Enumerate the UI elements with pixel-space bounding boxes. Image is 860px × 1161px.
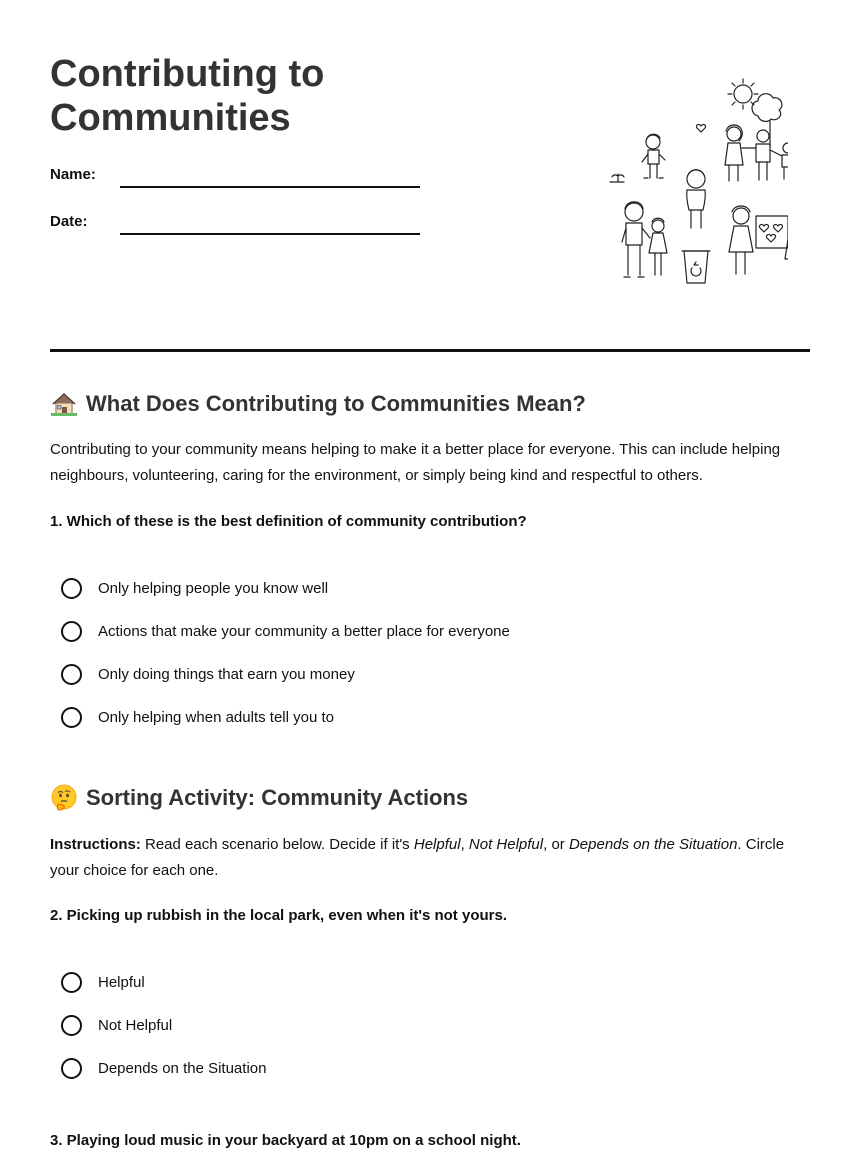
option-label: Only helping when adults tell you to <box>98 709 334 726</box>
question-3: 3. Playing loud music in your backyard at 10pm on a school night. <box>50 1132 521 1149</box>
page-title: Contributing to Communities <box>50 53 325 139</box>
house-with-garden-icon <box>50 389 78 417</box>
instructions-text-1: Read each scenario below. Decide if it's <box>140 836 414 853</box>
question-1-options <box>50 567 810 739</box>
community-helpers-illustration <box>558 76 788 291</box>
radio-circle[interactable] <box>61 578 82 599</box>
option-label: Only helping people you know well <box>98 580 329 597</box>
radio-circle[interactable] <box>61 621 82 642</box>
option-item[interactable] <box>50 567 810 610</box>
name-write-line[interactable] <box>120 186 420 188</box>
option-label: Only doing things that earn you money <box>98 666 355 683</box>
option-label: Helpful <box>98 974 145 991</box>
worksheet-header <box>50 0 810 352</box>
option-item[interactable] <box>50 653 810 696</box>
thinking-face-icon <box>50 783 78 811</box>
name-label: Name: <box>50 166 96 183</box>
option-label: Not Helpful <box>98 1017 173 1034</box>
radio-circle[interactable] <box>61 707 82 728</box>
instructions-paragraph <box>50 832 810 884</box>
section1-paragraph: Contributing to your community means helping to make it a better place for everyone. This can include helping neighbours, volunteering, caring for the environment, or simply being kind and respectful to others. <box>50 441 781 484</box>
date-field[interactable] <box>50 211 420 235</box>
date-label: Date: <box>50 213 88 230</box>
option-label: Actions that make your community a better place for everyone <box>98 623 510 640</box>
instructions-text-2: , <box>460 836 469 853</box>
choice-depends-em: Depends on the Situation <box>568 836 738 853</box>
section1-heading-text: What Does Contributing to Communities Mean? <box>86 391 586 416</box>
name-field[interactable] <box>50 164 420 188</box>
choice-helpful-em: Helpful <box>413 836 461 853</box>
question-2-options <box>50 961 810 1090</box>
choice-not-helpful-em: Not Helpful <box>468 836 544 853</box>
instructions-text-4: . Circle your choice for each one. <box>50 836 785 879</box>
radio-circle[interactable] <box>61 1015 82 1036</box>
option-item[interactable] <box>50 1047 810 1090</box>
date-write-line[interactable] <box>120 233 420 235</box>
question-1: 1. Which of these is the best definition of community contribution? <box>50 513 527 530</box>
option-item[interactable] <box>50 696 810 739</box>
radio-circle[interactable] <box>61 1058 82 1079</box>
radio-circle[interactable] <box>61 664 82 685</box>
radio-circle[interactable] <box>61 972 82 993</box>
section-heading-sorting-activity <box>50 783 810 813</box>
section-heading-what-does-it-mean <box>50 389 810 419</box>
option-label: Depends on the Situation <box>98 1060 267 1077</box>
header-divider <box>50 349 810 352</box>
option-item[interactable] <box>50 610 810 653</box>
option-item[interactable] <box>50 961 810 1004</box>
section2-heading-text: Sorting Activity: Community Actions <box>86 785 469 810</box>
option-item[interactable] <box>50 1004 810 1047</box>
instructions-label: Instructions: <box>50 836 141 853</box>
question-2: 2. Picking up rubbish in the local park, even when it's not yours. <box>50 907 507 924</box>
instructions-text-3: , or <box>543 836 569 853</box>
